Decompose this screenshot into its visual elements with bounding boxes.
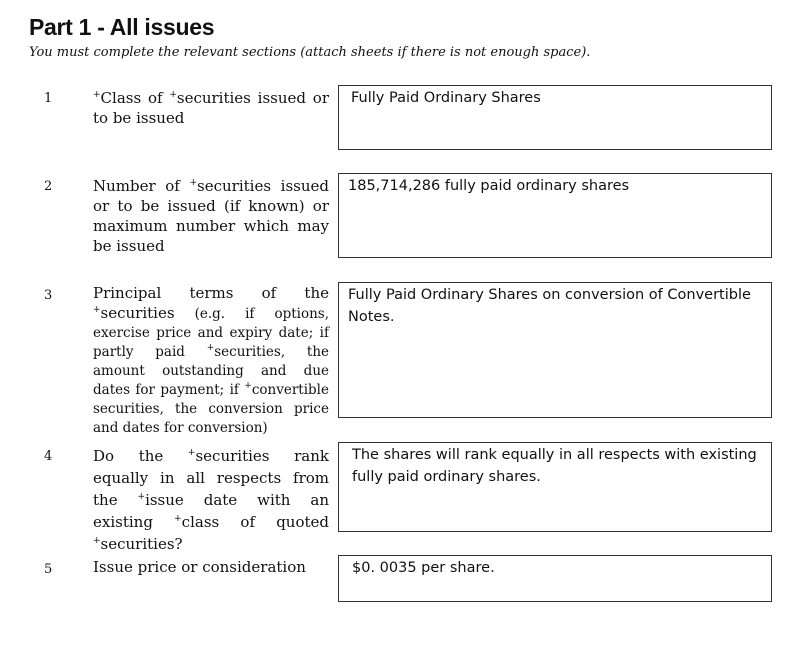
question-text: class of quoted [181,513,329,531]
item-question: Issue price or consideration [93,558,306,576]
plus-marker: + [93,90,101,100]
question-text: securities issued or to be issued (if known) or maximum number which may be issued [93,177,330,255]
answer-text: The shares will rank equally in all respects with existing [352,447,757,463]
plus-marker: + [206,343,215,353]
plus-marker: + [187,448,196,458]
item-question [93,88,329,128]
question-text: securities [100,304,175,322]
question-text: (e.g. if options, exercise price and expiry date; if partly paid [93,306,329,360]
item-question [93,284,329,438]
plus-marker: + [137,492,146,502]
page-subtitle: You must complete the relevant sections (attach sheets if there is not enough space). [29,45,591,60]
answer-text: fully paid ordinary shares. [352,469,541,485]
answer-text: Fully Paid Ordinary Shares on conversion of Convertible [348,287,751,303]
answer-box[interactable] [338,282,772,418]
plus-marker: + [93,536,101,546]
question-text: securities issued or to be issued [93,89,329,127]
question-text: Principal terms of the [93,284,329,302]
answer-text: $0. 0035 per share. [352,560,495,576]
plus-marker: + [174,514,182,524]
item-question [93,445,329,555]
answer-box[interactable] [338,555,772,602]
answer-box[interactable] [338,173,772,258]
answer-box[interactable] [338,442,772,532]
item-number: 5 [44,562,53,577]
item-number: 1 [44,91,53,106]
answer-box[interactable] [338,85,772,150]
plus-marker: + [244,381,252,391]
question-text: convertible securities, the conversion price and dates for conversion) [93,382,329,436]
item-number: 4 [44,449,53,464]
question-text: Do the [93,447,188,465]
question-text: securities rank equally in all respects from the [93,447,329,509]
plus-marker: + [169,90,177,100]
answer-text: 185,714,286 fully paid ordinary shares [348,178,630,194]
item-question [93,176,329,256]
page-title: Part 1 - All issues [29,14,215,40]
question-text: Number of [93,177,190,195]
answer-text: Fully Paid Ordinary Shares [351,90,541,106]
answer-text: Notes. [348,309,395,325]
question-text: securities? [100,535,183,553]
plus-marker: + [189,178,198,188]
question-text: securities, the amount outstanding and due dates for payment; if [93,344,329,398]
question-text: Class of [100,89,170,107]
question-text: issue date with an existing [93,491,329,531]
item-number: 2 [44,179,53,194]
plus-marker: + [93,305,101,315]
item-number: 3 [44,288,53,303]
